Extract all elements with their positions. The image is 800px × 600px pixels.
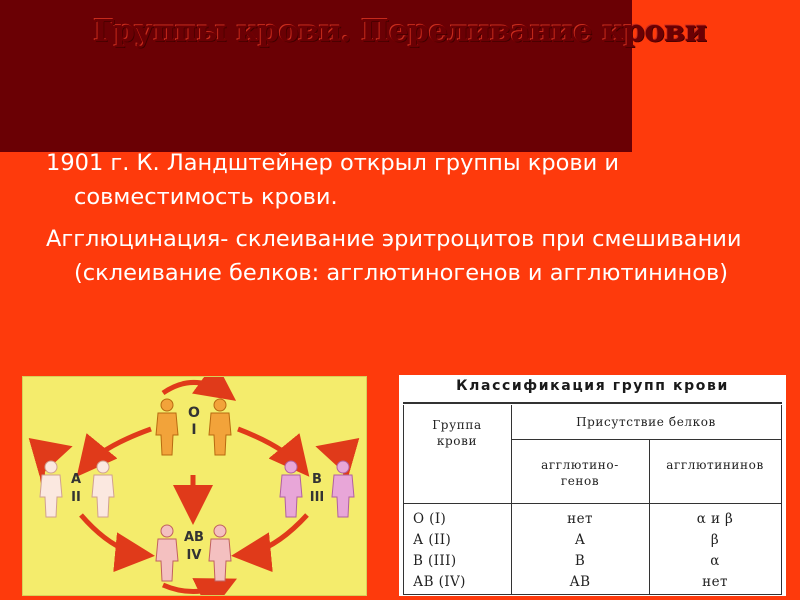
slide-title: Группы крови. Переливание крови <box>93 14 707 49</box>
blood-transfusion-diagram <box>22 376 367 596</box>
arrow-o-loop <box>163 382 228 395</box>
table-grid <box>403 405 782 595</box>
arrow-b-to-ab <box>241 515 307 555</box>
table-rule-subheader <box>511 439 781 440</box>
group-b-letter: B <box>312 472 322 487</box>
blood-group-table <box>399 375 786 596</box>
header-agglutinins: агглютининов <box>666 458 764 472</box>
header-proteins: Присутствие белков <box>576 415 716 429</box>
table-row-agglutinins: нет <box>702 574 728 590</box>
group-b-roman: III <box>309 490 325 505</box>
table-row-agglutinins: α и β <box>696 511 734 527</box>
group-a-letter: A <box>70 472 82 487</box>
group-o-roman: I <box>191 422 197 438</box>
table-rule-header <box>403 503 781 504</box>
arrow-ab-loop <box>163 583 228 592</box>
table-row-group: А (II) <box>413 532 452 548</box>
header-agglutinogens <box>511 457 649 489</box>
header-group-line2: крови <box>436 434 478 448</box>
table-caption: Классификация групп крови <box>456 378 729 394</box>
group-ab-letter: AB <box>184 530 204 545</box>
table-row-agglutinogens: А <box>574 532 586 548</box>
table-row-agglutinogens: нет <box>567 511 593 527</box>
group-a-roman: II <box>71 490 81 505</box>
caption-rule <box>403 402 782 404</box>
header-agglutinogens-line1: агглютино- <box>541 458 619 472</box>
column-agglutinogens-values <box>511 509 649 593</box>
paragraph-landsteiner: 1901 г. К. Ландштейнер открыл группы крови и совместимость крови. <box>46 150 620 210</box>
header-group <box>403 417 511 449</box>
table-border-bottom <box>403 594 781 595</box>
table-row-agglutinins: α <box>710 553 720 569</box>
group-b-figures <box>280 461 354 517</box>
table-row-agglutinogens: АВ <box>569 574 591 590</box>
table-row-group: О (I) <box>413 511 447 527</box>
column-agglutinins-values <box>649 509 781 593</box>
group-a-figures <box>40 461 114 517</box>
header-group-line1: Группа <box>432 418 482 432</box>
arrow-o-to-a <box>83 429 151 469</box>
table-row-agglutinins: β <box>710 532 720 548</box>
table-row-group: В (III) <box>413 553 457 569</box>
arrow-a-to-ab <box>81 515 145 555</box>
table-border-right <box>781 405 782 595</box>
column-group-values <box>413 509 509 593</box>
table-row-agglutinogens: В <box>574 553 586 569</box>
group-ab-roman: IV <box>186 548 202 563</box>
table-row-group: АВ (IV) <box>413 574 466 590</box>
header-agglutinogens-line2: генов <box>560 474 600 488</box>
group-o-letter: O <box>188 405 200 421</box>
diagram-canvas <box>23 377 366 595</box>
paragraph-agglutination: Агглюцинация- склеивание эритроцитов при смешивании (склеивание белков: агглютиногенов и агглютининов) <box>46 226 742 286</box>
body-text <box>46 146 766 298</box>
